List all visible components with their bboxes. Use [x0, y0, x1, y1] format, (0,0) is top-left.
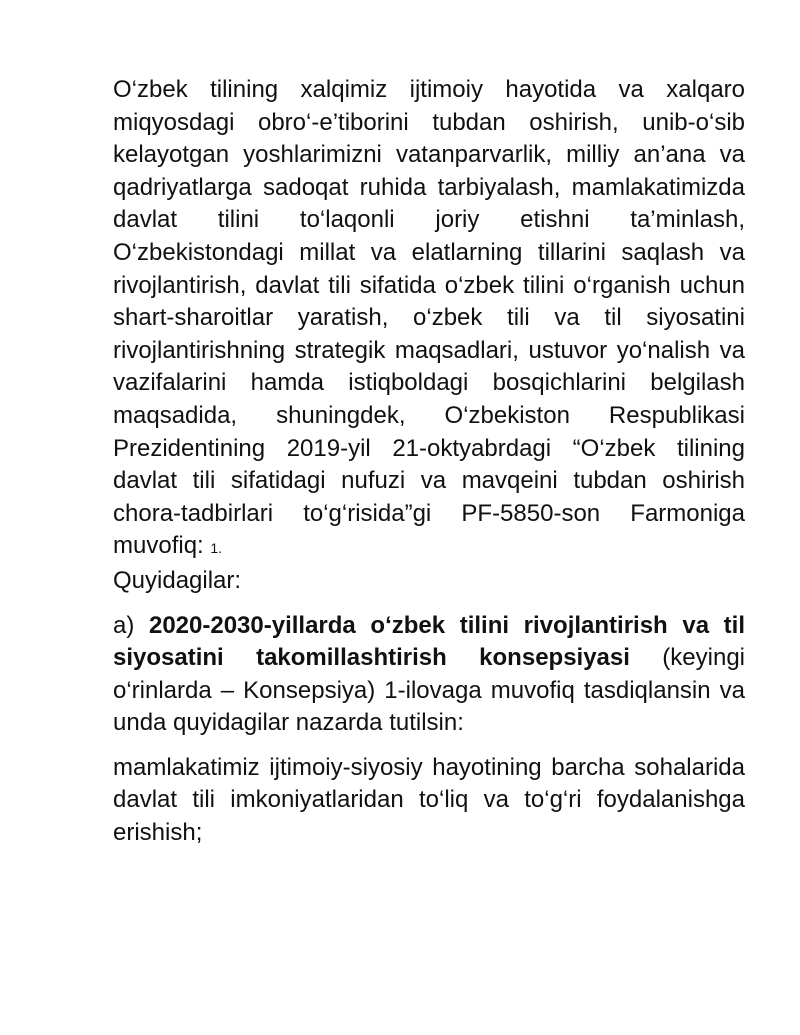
- document-page: [113, 74, 745, 850]
- item-a-prefix: a): [113, 611, 149, 639]
- paragraph-preamble: [113, 74, 745, 598]
- goal-text: mamlakatimiz ijtimoiy-siyosiy hayotining barcha sohalarida davlat tili imkoniyatlaridan to‘liq va to‘g‘ri foydalanishga erishish;: [113, 753, 745, 847]
- paragraph-goal: [113, 752, 745, 850]
- preamble-text: O‘zbek tilining xalqimiz ijtimoiy hayotida va xalqaro miqyosdagi obro‘-e’tiborini tubdan oshirish, unib-o‘sib kelayotgan yoshlarimizni vatanparvarlik, milliy an’ana va qadriyatlarga sadoqat ruhida tarbiyalash, mamlakatimizda davlat tilini to‘laqonli joriy etishni ta’minlash, O‘zbekistondagi millat va elatlarning tillarini saqlash va rivojlantirish, davlat tili sifatida o‘zbek tilini o‘rganish uchun shart-sharoitlar yaratish, o‘zbek tili va til siyosatini rivojlantirishning strategik maqsadlari, ustuvor yo‘nalish va vazifalarini hamda istiqboldagi bosqichlarini belgilash maqsadida, shuningdek, O‘zbekiston Respublikasi Prezidentining 2019-yil 21-oktyabrdagi “O‘zbek tilining davlat tili sifatidagi nufuzi va mavqeini tubdan oshirish chora-tadbirlari to‘g‘risida”gi PF-5850-son Farmoniga muvofiq:: [113, 76, 745, 560]
- concept-title: 2020-2030-yillarda o‘zbek tilini rivojlantirish va til siyosatini takomillashtirish konsepsiyasi: [113, 611, 745, 672]
- paragraph-item-a: [113, 610, 745, 740]
- item-a-text: (keyingi o‘rinlarda – Konsepsiya) 1-ilovaga muvofiq tasdiqlansin va unda quyidagilar nazarda tutilsin:: [113, 644, 745, 737]
- item-number: 1.: [210, 540, 223, 557]
- item-heading: Quyidagilar:: [113, 566, 242, 594]
